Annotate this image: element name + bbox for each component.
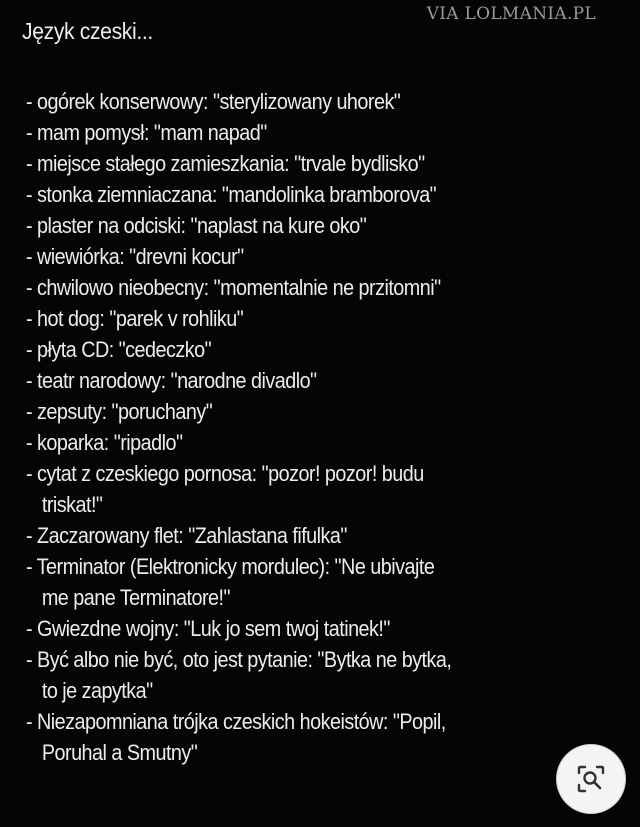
list-item-line: - chwilowo nieobecny: "momentalnie ne przitomni"	[26, 275, 441, 300]
list-item	[26, 241, 616, 272]
list-item-line: - miejsce stałego zamieszkania: "trvale bydlisko"	[26, 151, 425, 176]
list-item	[26, 365, 616, 396]
list-item-continuation: to je zapytka"	[41, 678, 153, 703]
list-item	[26, 272, 616, 303]
list-item	[26, 613, 616, 644]
list-item-line: - Gwiezdne wojny: "Luk jo sem twoj tatinek!"	[26, 616, 390, 641]
phrase-list	[26, 86, 626, 768]
list-item-line: - stonka ziemniaczana: "mandolinka bramborova"	[26, 182, 437, 207]
list-item	[26, 520, 616, 551]
list-item	[26, 458, 616, 520]
list-item	[26, 148, 616, 179]
list-item-line: - ogórek konserwowy: "sterylizowany uhorek"	[26, 89, 401, 114]
list-item-line: - Być albo nie być, oto jest pytanie: "Bytka ne bytka,	[26, 647, 452, 672]
watermark: VIA LOLMANIA.PL	[426, 4, 596, 24]
list-item-line: - Terminator (Elektronicky mordulec): "Ne ubivajte	[26, 554, 435, 579]
visual-search-icon	[576, 764, 606, 794]
list-item	[26, 117, 616, 148]
list-item-line: - zepsuty: "poruchany"	[26, 399, 213, 424]
list-item	[26, 334, 616, 365]
list-item	[26, 427, 616, 458]
list-item-line: - plaster na odciski: "naplast na kure oko"	[26, 213, 367, 238]
list-item-line: - koparka: "ripadlo"	[26, 430, 183, 455]
list-item	[26, 210, 616, 241]
list-item	[26, 706, 616, 768]
visual-search-button[interactable]	[557, 745, 625, 813]
list-item-continuation: me pane Terminatore!"	[41, 585, 231, 610]
list-item	[26, 179, 616, 210]
list-item	[26, 396, 616, 427]
list-item-line: - Zaczarowany flet: "Zahlastana fifulka"	[26, 523, 347, 548]
list-item	[26, 303, 616, 334]
list-item-line: - płyta CD: "cedeczko"	[26, 337, 212, 362]
list-item-line: - hot dog: "parek v rohliku"	[26, 306, 244, 331]
page-title: Język czeski...	[22, 18, 153, 44]
list-item-line: - teatr narodowy: "narodne divadlo"	[26, 368, 317, 393]
list-item-line: - cytat z czeskiego pornosa: "pozor! pozor! budu	[26, 461, 424, 486]
list-item	[26, 86, 616, 117]
list-item	[26, 551, 616, 613]
list-item	[26, 644, 616, 706]
list-item-continuation: triskat!"	[41, 492, 103, 517]
list-item-continuation: Poruhal a Smutny"	[41, 740, 198, 765]
list-item-line: - wiewiórka: "drevni kocur"	[26, 244, 244, 269]
list-item-line: - Niezapomniana trójka czeskich hokeistów: "Popil,	[26, 709, 446, 734]
list-item-line: - mam pomysł: "mam napad"	[26, 120, 267, 145]
